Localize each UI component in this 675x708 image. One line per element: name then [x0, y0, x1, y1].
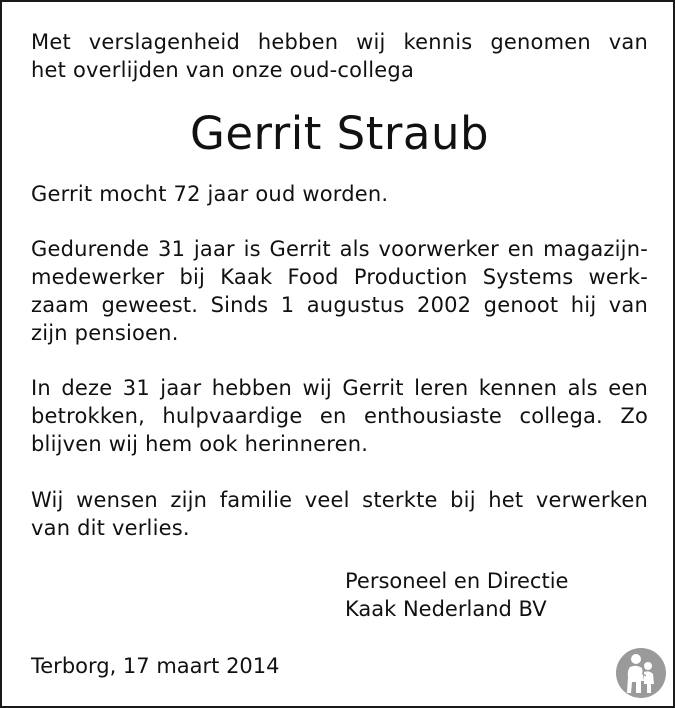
signature-line-1: Personeel en Directie [345, 569, 569, 593]
intro-line-2: het overlijden van onze oud-collega [31, 58, 415, 82]
career-paragraph [31, 235, 648, 347]
condolence-line-1: Wij wensen zijn familie veel sterkte bij het verwerken [31, 488, 648, 512]
intro-line-1: Met verslagenheid hebben wij kennis genomen van [31, 30, 648, 54]
memory-line-2: betrokken, hulpvaardige en enthousiaste collega. Zo [31, 404, 648, 428]
condolence-paragraph [31, 486, 648, 542]
signature [345, 567, 568, 623]
age-paragraph [31, 180, 648, 208]
condolence-line-2: van dit verlies. [31, 516, 190, 540]
career-line-3: zaam geweest. Sinds 1 augustus 2002 genoot hij van [31, 293, 648, 317]
place-date: Terborg, 17 maart 2014 [31, 654, 280, 678]
career-line-1: Gedurende 31 jaar is Gerrit als voorwerker en magazijn- [31, 237, 648, 261]
intro-text [31, 28, 648, 84]
career-line-2: medewerker bij Kaak Food Production Systems werk- [31, 265, 648, 289]
memory-paragraph [31, 374, 648, 458]
memory-line-3: blijven wij hem ook herinneren. [31, 432, 369, 456]
memory-line-1: In deze 31 jaar hebben wij Gerrit leren kennen als een [31, 376, 648, 400]
signature-line-2: Kaak Nederland BV [345, 597, 547, 621]
career-line-4: zijn pensioen. [31, 321, 179, 345]
age-line: Gerrit mocht 72 jaar oud worden. [31, 182, 389, 206]
deceased-name: Gerrit Straub [189, 107, 490, 160]
memorial-figure-icon [615, 647, 667, 699]
